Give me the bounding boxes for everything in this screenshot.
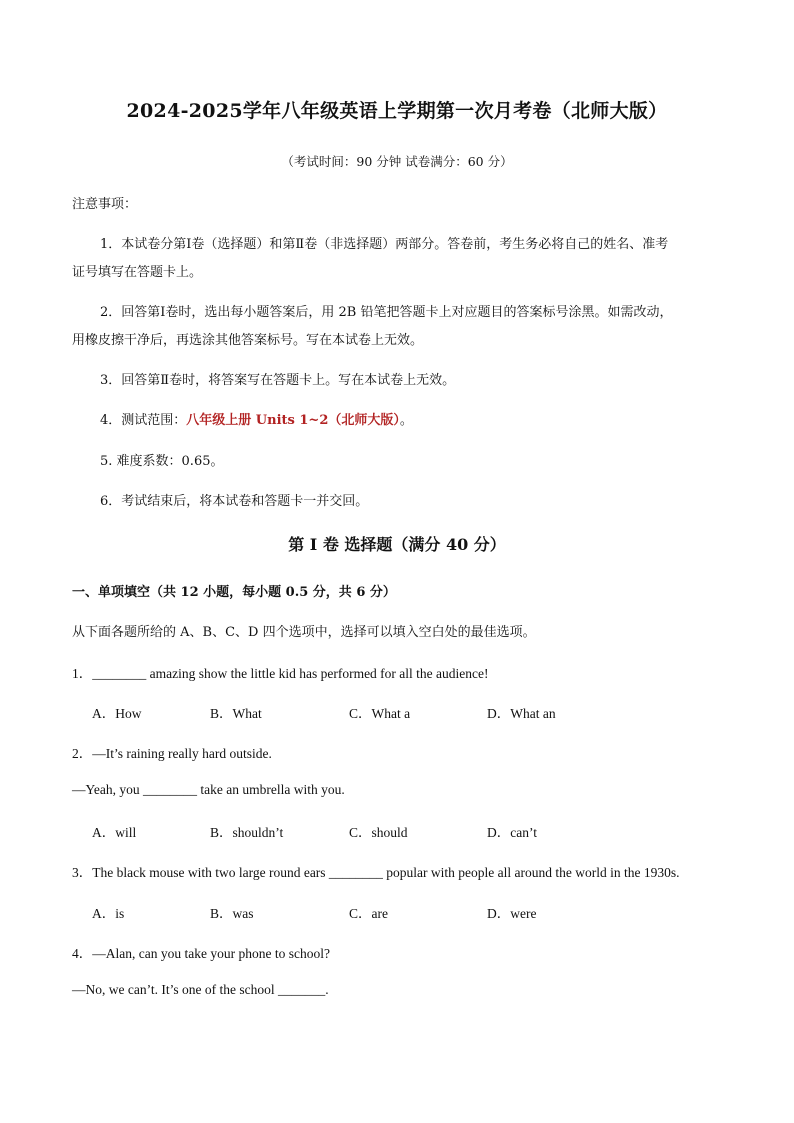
question-4-stem: 4．—Alan, can you take your phone to school? <box>72 946 330 961</box>
question-2-option-d[interactable]: D．can’t <box>487 825 537 840</box>
part-instruction: 从下面各题所给的 A、B、C、D 四个选项中，选择可以填入空白处的最佳选项。 <box>72 625 536 640</box>
notice-item-2-line-1: 2．回答第Ⅰ卷时，选出每小题答案后，用 2B 铅笔把答题卡上对应题目的答案标号涂黑。如需改动， <box>100 305 673 320</box>
question-1-option-a[interactable]: A．How <box>92 706 142 721</box>
question-3-option-b[interactable]: B．was <box>210 906 254 921</box>
test-scope: 八年级上册 Units 1~2（北师大版） <box>186 413 400 428</box>
notice-item-5: 5. 难度系数：0.65。 <box>100 454 224 469</box>
question-3-option-a[interactable]: A．is <box>92 906 125 921</box>
exam-info: （考试时间：90 分钟 试卷满分：60 分） <box>281 154 513 169</box>
notice-heading: 注意事项： <box>72 197 138 212</box>
question-2-stem-2: —Yeah, you ________ take an umbrella with you. <box>72 782 345 797</box>
notice-item-1-line-2: 证号填写在答题卡上。 <box>72 265 203 280</box>
notice-item-1-line-1: 1．本试卷分第Ⅰ卷（选择题）和第Ⅱ卷（非选择题）两部分。答卷前，考生务必将自己的姓名、准考 <box>100 237 669 252</box>
question-1-option-d[interactable]: D．What an <box>487 706 556 721</box>
section-title: 第 I 卷 选择题（满分 40 分） <box>288 535 506 554</box>
question-3-option-c[interactable]: C．are <box>349 906 388 921</box>
question-3-stem: 3．The black mouse with two large round ears ________ popular with people all around the world in the 1930s. <box>72 865 680 880</box>
notice-item-6: 6．考试结束后，将本试卷和答题卡一并交回。 <box>100 494 369 509</box>
question-1-option-c[interactable]: C．What a <box>349 706 411 721</box>
page-title: 2024-2025学年八年级英语上学期第一次月考卷（北师大版） <box>126 100 668 122</box>
question-2-option-b[interactable]: B．shouldn’t <box>210 825 284 840</box>
question-2-option-a[interactable]: A．will <box>92 825 137 840</box>
notice-item-4 <box>100 409 413 428</box>
notice-item-4-prefix: 4．测试范围： <box>100 413 187 428</box>
question-4-stem-2: —No, we can’t. It’s one of the school _______. <box>72 982 329 997</box>
notice-item-4-suffix: 。 <box>399 413 413 428</box>
question-1-stem: 1．________ amazing show the little kid has performed for all the audience! <box>72 666 489 681</box>
part-title: 一、单项填空（共 12 小题，每小题 0.5 分，共 6 分） <box>72 585 396 600</box>
question-2-stem: 2．—It’s raining really hard outside. <box>72 746 272 761</box>
notice-item-3: 3．回答第Ⅱ卷时，将答案写在答题卡上。写在本试卷上无效。 <box>100 373 456 388</box>
question-2-option-c[interactable]: C．should <box>349 825 408 840</box>
question-1-option-b[interactable]: B．What <box>210 706 262 721</box>
notice-item-2-line-2: 用橡皮擦干净后，再选涂其他答案标号。写在本试卷上无效。 <box>72 333 424 348</box>
question-3-option-d[interactable]: D．were <box>487 906 537 921</box>
